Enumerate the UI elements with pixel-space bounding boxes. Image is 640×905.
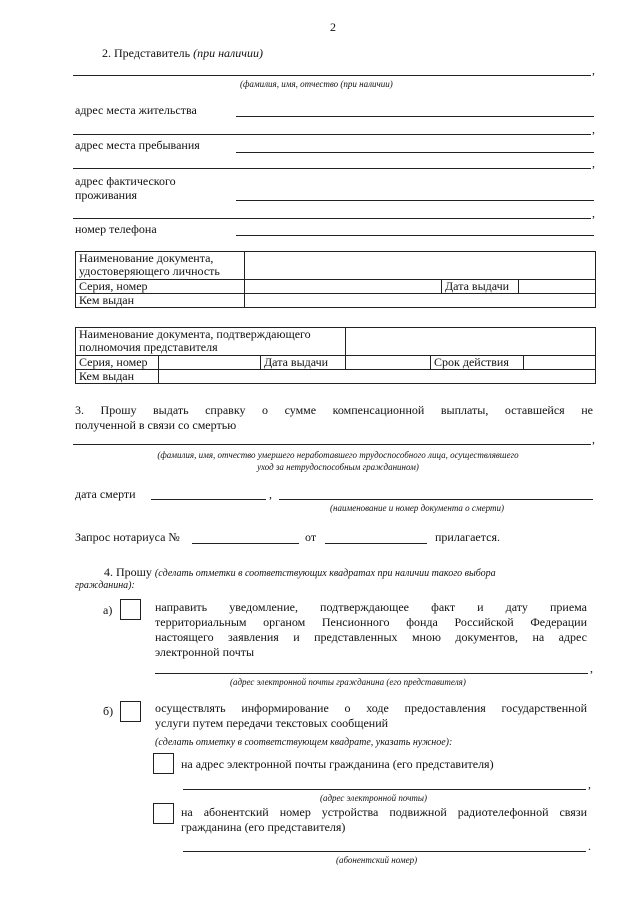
option-b-phone-text [181,805,587,835]
comma: , [592,63,595,77]
comma: , [592,206,595,220]
death-doc-caption: (наименование и номер документа о смерти) [330,503,505,513]
option-b-phone-checkbox[interactable] [153,803,174,824]
deceased-caption-1: (фамилия, имя, отчество умершего неработавшего трудоспособного лица, осуществлявшего [157,450,519,460]
identity-issue-date-label: Дата выдачи [442,280,519,294]
deceased-fio-line[interactable] [73,444,591,445]
identity-doc-name-value[interactable] [245,252,596,280]
s4-heading [104,565,496,580]
phone-line[interactable] [236,235,594,236]
option-a-text [155,600,587,660]
option-a-label: а) [103,603,113,617]
authority-doc-name-value[interactable] [346,328,596,356]
option-a-caption: (адрес электронной почты гражданина (его представителя) [230,677,466,687]
notary-number-line[interactable] [192,543,299,544]
comma: , [269,487,272,501]
option-b-email-line[interactable] [183,789,586,790]
authority-issued-by-value[interactable] [159,370,596,384]
s4-heading-text: 4. Прошу [104,565,152,579]
option-b-phone-caption: (абонентский номер) [336,855,418,865]
addr-residence-line-2[interactable] [73,134,591,135]
option-b-label: б) [103,704,114,718]
page-number: 2 [330,20,336,34]
authority-validity-value[interactable] [524,356,596,370]
identity-series-label: Серия, номер [76,280,245,294]
option-a-checkbox[interactable] [120,599,141,620]
request-text-1: 3. Прошу выдать справку о сумме компенсационной выплаты, оставшейся не [75,403,593,417]
addr-stay-line-2[interactable] [73,168,591,169]
addr-residence-label: адрес места жительства [75,103,197,117]
addr-actual-label-2: проживания [75,188,138,202]
representative-heading-note: (при наличии) [193,46,264,60]
s4-heading-note-1: (сделать отметки в соответствующих квадратах при наличии такого выбора [154,568,496,579]
addr-stay-label: адрес места пребывания [75,138,200,152]
identity-doc-label-2: удостоверяющего личность [79,264,220,278]
option-a-text-3: настоящего заявления и представленных мною документов, на адрес [155,630,587,644]
addr-actual-label-1: адрес фактического [75,174,176,188]
notary-from-label: от [305,530,317,544]
option-b-email-caption: (адрес электронной почты) [320,793,427,803]
comma: , [592,156,595,170]
comma: , [590,661,593,675]
option-b-note: (сделать отметку в соответствующем квадрате, указать нужное): [155,737,453,748]
representative-heading [102,46,263,61]
s4-heading-note-2: гражданина): [75,580,135,591]
authority-issue-date-label: Дата выдачи [261,356,346,370]
option-b-phone-text-2: гражданина (его представителя) [181,820,346,834]
identity-issue-date-value[interactable] [519,280,596,294]
option-b-email-checkbox[interactable] [153,753,174,774]
death-date-line[interactable] [151,499,266,500]
identity-doc-table [75,251,596,308]
addr-residence-line[interactable] [236,116,594,117]
authority-doc-label-1: Наименование документа, подтверждающего [79,327,311,341]
comma: , [592,122,595,136]
notary-request-label: Запрос нотариуса № [75,530,180,544]
option-a-text-4: электронной почты [155,645,255,659]
death-date-label: дата смерти [75,487,136,501]
representative-heading-text: 2. Представитель [102,46,191,60]
request-text-2: полученной в связи со смертью [75,418,237,432]
comma: , [592,432,595,446]
option-b-phone-line[interactable] [183,851,586,852]
authority-series-value[interactable] [159,356,261,370]
option-b-text [155,701,587,731]
option-b-text-2: услуги путем передачи текстовых сообщений [155,716,389,730]
deceased-caption-2: уход за нетрудоспособным гражданином) [257,462,419,472]
authority-issue-date-value[interactable] [346,356,431,370]
fio-caption: (фамилия, имя, отчество (при наличии) [240,79,393,89]
phone-label: номер телефона [75,222,157,236]
addr-actual-line[interactable] [236,200,594,201]
option-a-text-2: территориальным органом Пенсионного фонда Российской Федерации [155,615,587,629]
option-a-text-1: направить уведомление, подтверждающее факт и дату приема [155,600,587,614]
representative-fio-line[interactable] [73,75,591,76]
option-b-checkbox[interactable] [120,701,141,722]
identity-issued-by-label: Кем выдан [76,294,245,308]
identity-issued-by-value[interactable] [245,294,596,308]
option-b-text-1: осуществлять информирование о ходе предоставления государственной [155,701,587,715]
identity-doc-label-1: Наименование документа, [79,251,214,265]
authority-doc-label-2: полномочия представителя [79,340,218,354]
deceased-caption [118,449,558,473]
identity-doc-name-cell [76,252,245,280]
comma: , [588,777,591,791]
addr-actual-label [75,174,176,202]
option-a-email-line[interactable] [155,673,588,674]
authority-doc-name-cell [76,328,346,356]
authority-validity-label: Срок действия [431,356,524,370]
notary-attached-label: прилагается. [435,530,500,544]
identity-series-value[interactable] [245,280,442,294]
option-b-phone-text-1: на абонентский номер устройства подвижной радиотелефонной связи [181,805,587,819]
authority-series-label: Серия, номер [76,356,159,370]
option-b-email-text: на адрес электронной почты гражданина (его представителя) [181,757,494,771]
addr-actual-line-2[interactable] [73,218,591,219]
authority-doc-table [75,327,596,384]
period: . [588,839,591,853]
addr-stay-line[interactable] [236,152,594,153]
death-doc-line[interactable] [279,499,593,500]
authority-issued-by-label: Кем выдан [76,370,159,384]
notary-date-line[interactable] [325,543,427,544]
